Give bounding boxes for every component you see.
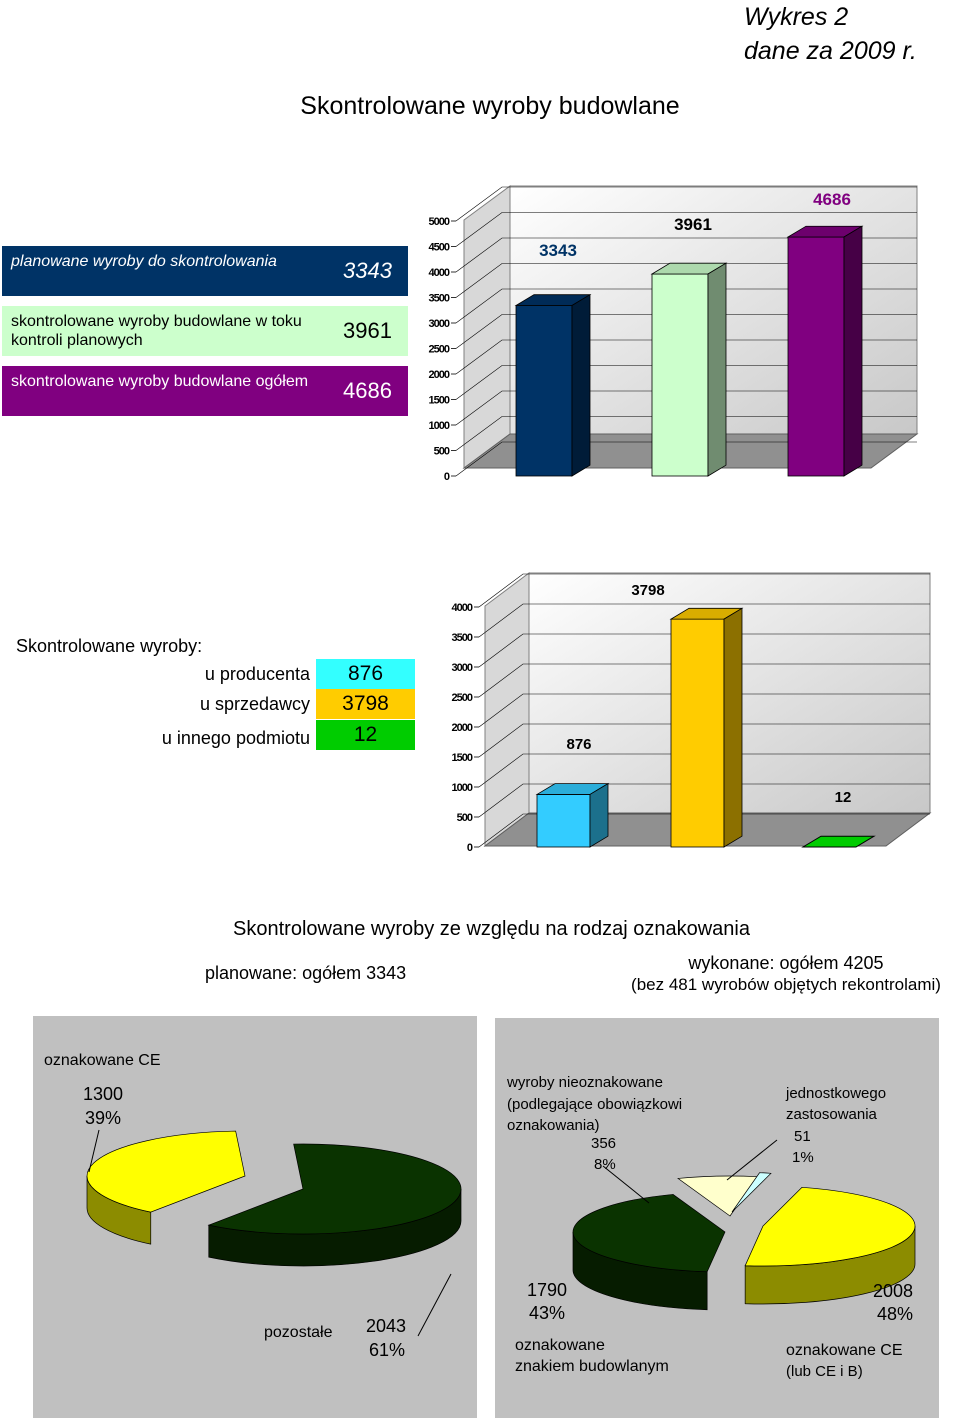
y-tick-label: 4500 [428, 241, 449, 254]
chart-number-label: Wykres 2 [744, 3, 849, 31]
pie-label-ce-percent: 48% [877, 1304, 914, 1324]
bar-value-label: 4686 [813, 190, 851, 209]
legend-value: 3961 [343, 318, 392, 343]
legend-value: 3343 [343, 258, 392, 283]
pie-label-pozostale-value: 2043 [366, 1316, 407, 1336]
pie-label-nieoznakowane-percent: 8% [594, 1156, 616, 1173]
legend-label: skontrolowane wyroby budowlane w toku kontroli planowych [11, 313, 302, 349]
row-label-sprzedawcy: u sprzedawcy [199, 694, 310, 714]
pie-label-pozostale-name: pozostałe [264, 1324, 333, 1341]
y-tick-label: 2500 [428, 343, 449, 356]
legend-label: skontrolowane wyroby budowlane ogółem [11, 373, 309, 390]
wykonane-total: wykonane: ogółem 4205 [688, 953, 884, 973]
pie-chart-wykonane [495, 1018, 939, 1418]
pie-label-ce-value: 2008 [873, 1281, 914, 1301]
section-title: Skontrolowane wyroby ze względu na rodzaj oznakowania [233, 918, 750, 940]
row-value-sprzedawcy: 3798 [316, 689, 415, 719]
bar-value-label: 3343 [539, 241, 577, 260]
bar-chart-miejsce [445, 568, 935, 858]
y-tick-label: 0 [466, 842, 472, 854]
bar-value-label: 876 [566, 736, 592, 753]
bar-front [537, 794, 590, 847]
pie-label-jednostkowe-value: 51 [794, 1128, 811, 1145]
row-value-producenta: 876 [316, 659, 415, 689]
chart-side-wall [464, 186, 510, 468]
pie-label-jednostkowe-name2: zastosowania [786, 1106, 877, 1123]
bar-value-label: 12 [834, 789, 852, 806]
y-tick-label: 2000 [451, 722, 472, 734]
wykonane-note: (bez 481 wyrobów objętych rekontrolami) [631, 975, 941, 994]
legend-value: 4686 [343, 378, 392, 403]
y-tick-label: 3000 [451, 662, 472, 674]
pie-label-znak-b-name1: oznakowane [515, 1337, 605, 1354]
chart-number [744, 0, 917, 68]
y-tick-label: 4000 [428, 267, 449, 279]
pie-label-ce-percent: 39% [85, 1108, 122, 1128]
pie-label-ce-note: (lub CE i B) [786, 1363, 863, 1380]
bar-chart-kontrolowane [420, 180, 930, 490]
bar-front [652, 274, 708, 476]
y-tick-label: 5000 [428, 216, 449, 228]
bar-side [590, 784, 608, 847]
bar-front [516, 306, 572, 476]
bar-value-label: 3961 [674, 215, 712, 234]
pie-label-jednostkowe-name1: jednostkowego [786, 1085, 887, 1102]
pie-label-pozostale-percent: 61% [369, 1340, 406, 1360]
legend-row-w-toku [2, 306, 408, 356]
table2-title: Skontrolowane wyroby: [16, 636, 203, 656]
pie-label-ce-name: oznakowane CE [44, 1052, 161, 1069]
bar-front [671, 619, 724, 847]
pie-label-znak-b-value: 1790 [527, 1280, 568, 1300]
legend-row-planowane [2, 246, 408, 296]
y-tick-label: 2000 [428, 369, 449, 381]
y-tick-label: 3500 [428, 292, 449, 305]
y-tick-label: 1000 [451, 782, 472, 794]
chart-side-wall [485, 573, 529, 846]
pie-label-jednostkowe-percent: 1% [792, 1149, 814, 1166]
y-tick-label: 1000 [428, 420, 449, 432]
bar-front [788, 237, 844, 476]
y-tick-label: 2500 [451, 692, 472, 704]
row-label-innego: u innego podmiotu [161, 728, 310, 748]
bar-value-label: 3798 [631, 582, 665, 599]
bar-side [708, 263, 726, 476]
bar-side [844, 226, 862, 476]
y-tick-label: 500 [433, 445, 449, 458]
row-label-producenta: u producenta [204, 664, 310, 684]
pie-label-nieoznakowane-value: 356 [591, 1135, 617, 1152]
pie-label-nieoznakowane-note1: (podlegające obowiązkowi [507, 1096, 683, 1113]
y-tick-label: 500 [456, 812, 472, 824]
bar-side [724, 608, 742, 847]
pie-label-znak-b-name2: znakiem budowlanym [515, 1358, 669, 1375]
planowane-total: planowane: ogółem 3343 [205, 963, 407, 983]
y-tick-label: 3000 [428, 318, 449, 330]
pie-label-znak-b-percent: 43% [529, 1303, 566, 1323]
page-title: Skontrolowane wyroby budowlane [300, 92, 680, 120]
y-tick-label: 1500 [451, 752, 472, 764]
legend-label: planowane wyroby do skontrolowania [11, 253, 277, 270]
y-tick-label: 0 [443, 471, 449, 483]
pie-label-nieoznakowane-name: wyroby nieoznakowane [507, 1074, 663, 1091]
pie-label-ce-value: 1300 [83, 1084, 124, 1104]
pie-chart-planowane [33, 1016, 477, 1418]
y-tick-label: 1500 [428, 394, 449, 407]
pie-label-ce-name: oznakowane CE [786, 1342, 903, 1359]
y-tick-label: 4000 [451, 602, 472, 614]
row-value-innego: 12 [316, 720, 415, 750]
y-tick-label: 3500 [451, 632, 472, 644]
data-year-label: dane za 2009 r. [744, 37, 917, 65]
legend-row-ogolem [2, 366, 408, 416]
pie-label-nieoznakowane-note2: oznakowania) [507, 1117, 600, 1134]
bar-side [572, 295, 590, 476]
